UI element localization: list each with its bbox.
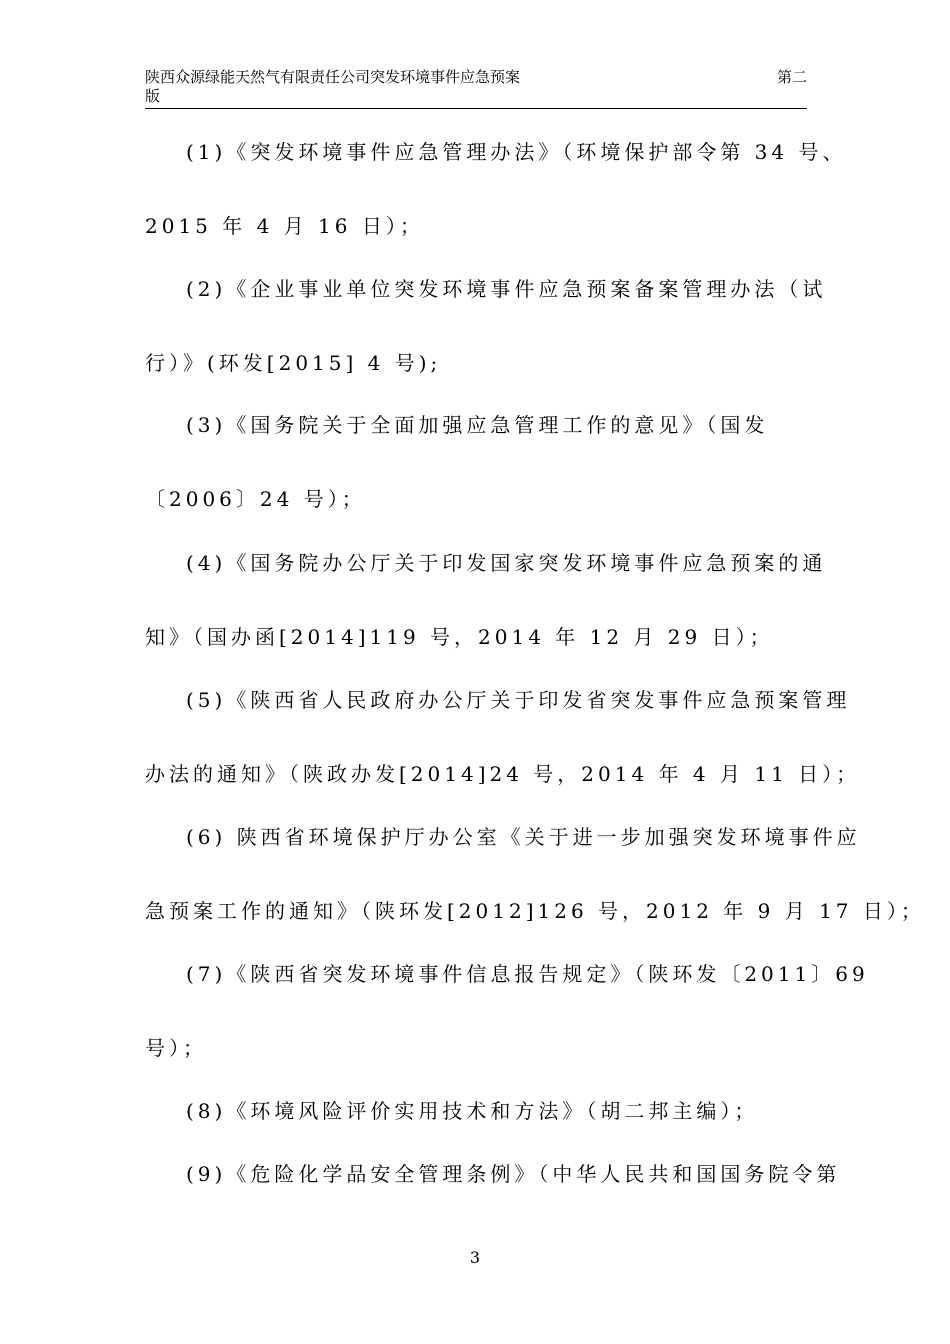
item-2-line-2: 行）》(环发[2015] 4 号); [145,351,442,375]
item-5-line-1: (5)《陕西省人民政府办公厅关于印发省突发事件应急预案管理 [186,688,851,712]
item-1-line-1: (1)《突发环境事件应急管理办法》（环境保护部令第 34 号、 [186,140,847,164]
header-title-text: 陕西众源绿能天然气有限责任公司突发环境事件应急预案 [145,68,521,86]
page-number: 3 [469,1248,481,1267]
item-5-line-2: 办法的通知》（陕政办发[2014]24 号，2014 年 4 月 11 日）； [145,762,861,786]
item-4-line-2: 知》（国办函[2014]119 号，2014 年 12 月 29 日）； [145,625,774,649]
item-8-line-1: (8)《环境风险评价实用技术和方法》（胡二邦主编）； [186,1099,759,1123]
item-3-line-1: (3)《国务院关于全面加强应急管理工作的意见》（国发 [186,413,769,437]
header-title-wrap: 版 [145,87,161,105]
item-6-line-2: 急预案工作的通知》（陕环发[2012]126 号，2012 年 9 月 17 日）； [145,899,925,923]
page-header [145,68,807,109]
item-6-line-1: (6) 陕西省环境保护厅办公室《关于进一步加强突发环境事件应 [186,825,861,849]
header-title [145,68,585,106]
header-edition: 第二 [776,68,807,86]
item-7-line-1: (7)《陕西省突发环境事件信息报告规定》（陕环发〔2011〕69 [186,962,869,986]
item-9-line-1: (9)《危险化学品安全管理条例》（中华人民共和国国务院令第 [186,1162,841,1186]
item-3-line-2: 〔2006〕24 号）； [145,487,366,511]
item-1-line-2: 2015 年 4 月 16 日）； [145,214,424,238]
item-2-line-1: (2)《企业事业单位突发环境事件应急预案备案管理办法（试 [186,277,827,301]
item-7-line-2: 号）； [145,1036,207,1060]
item-4-line-1: (4)《国务院办公厅关于印发国家突发环境事件应急预案的通 [186,551,827,575]
